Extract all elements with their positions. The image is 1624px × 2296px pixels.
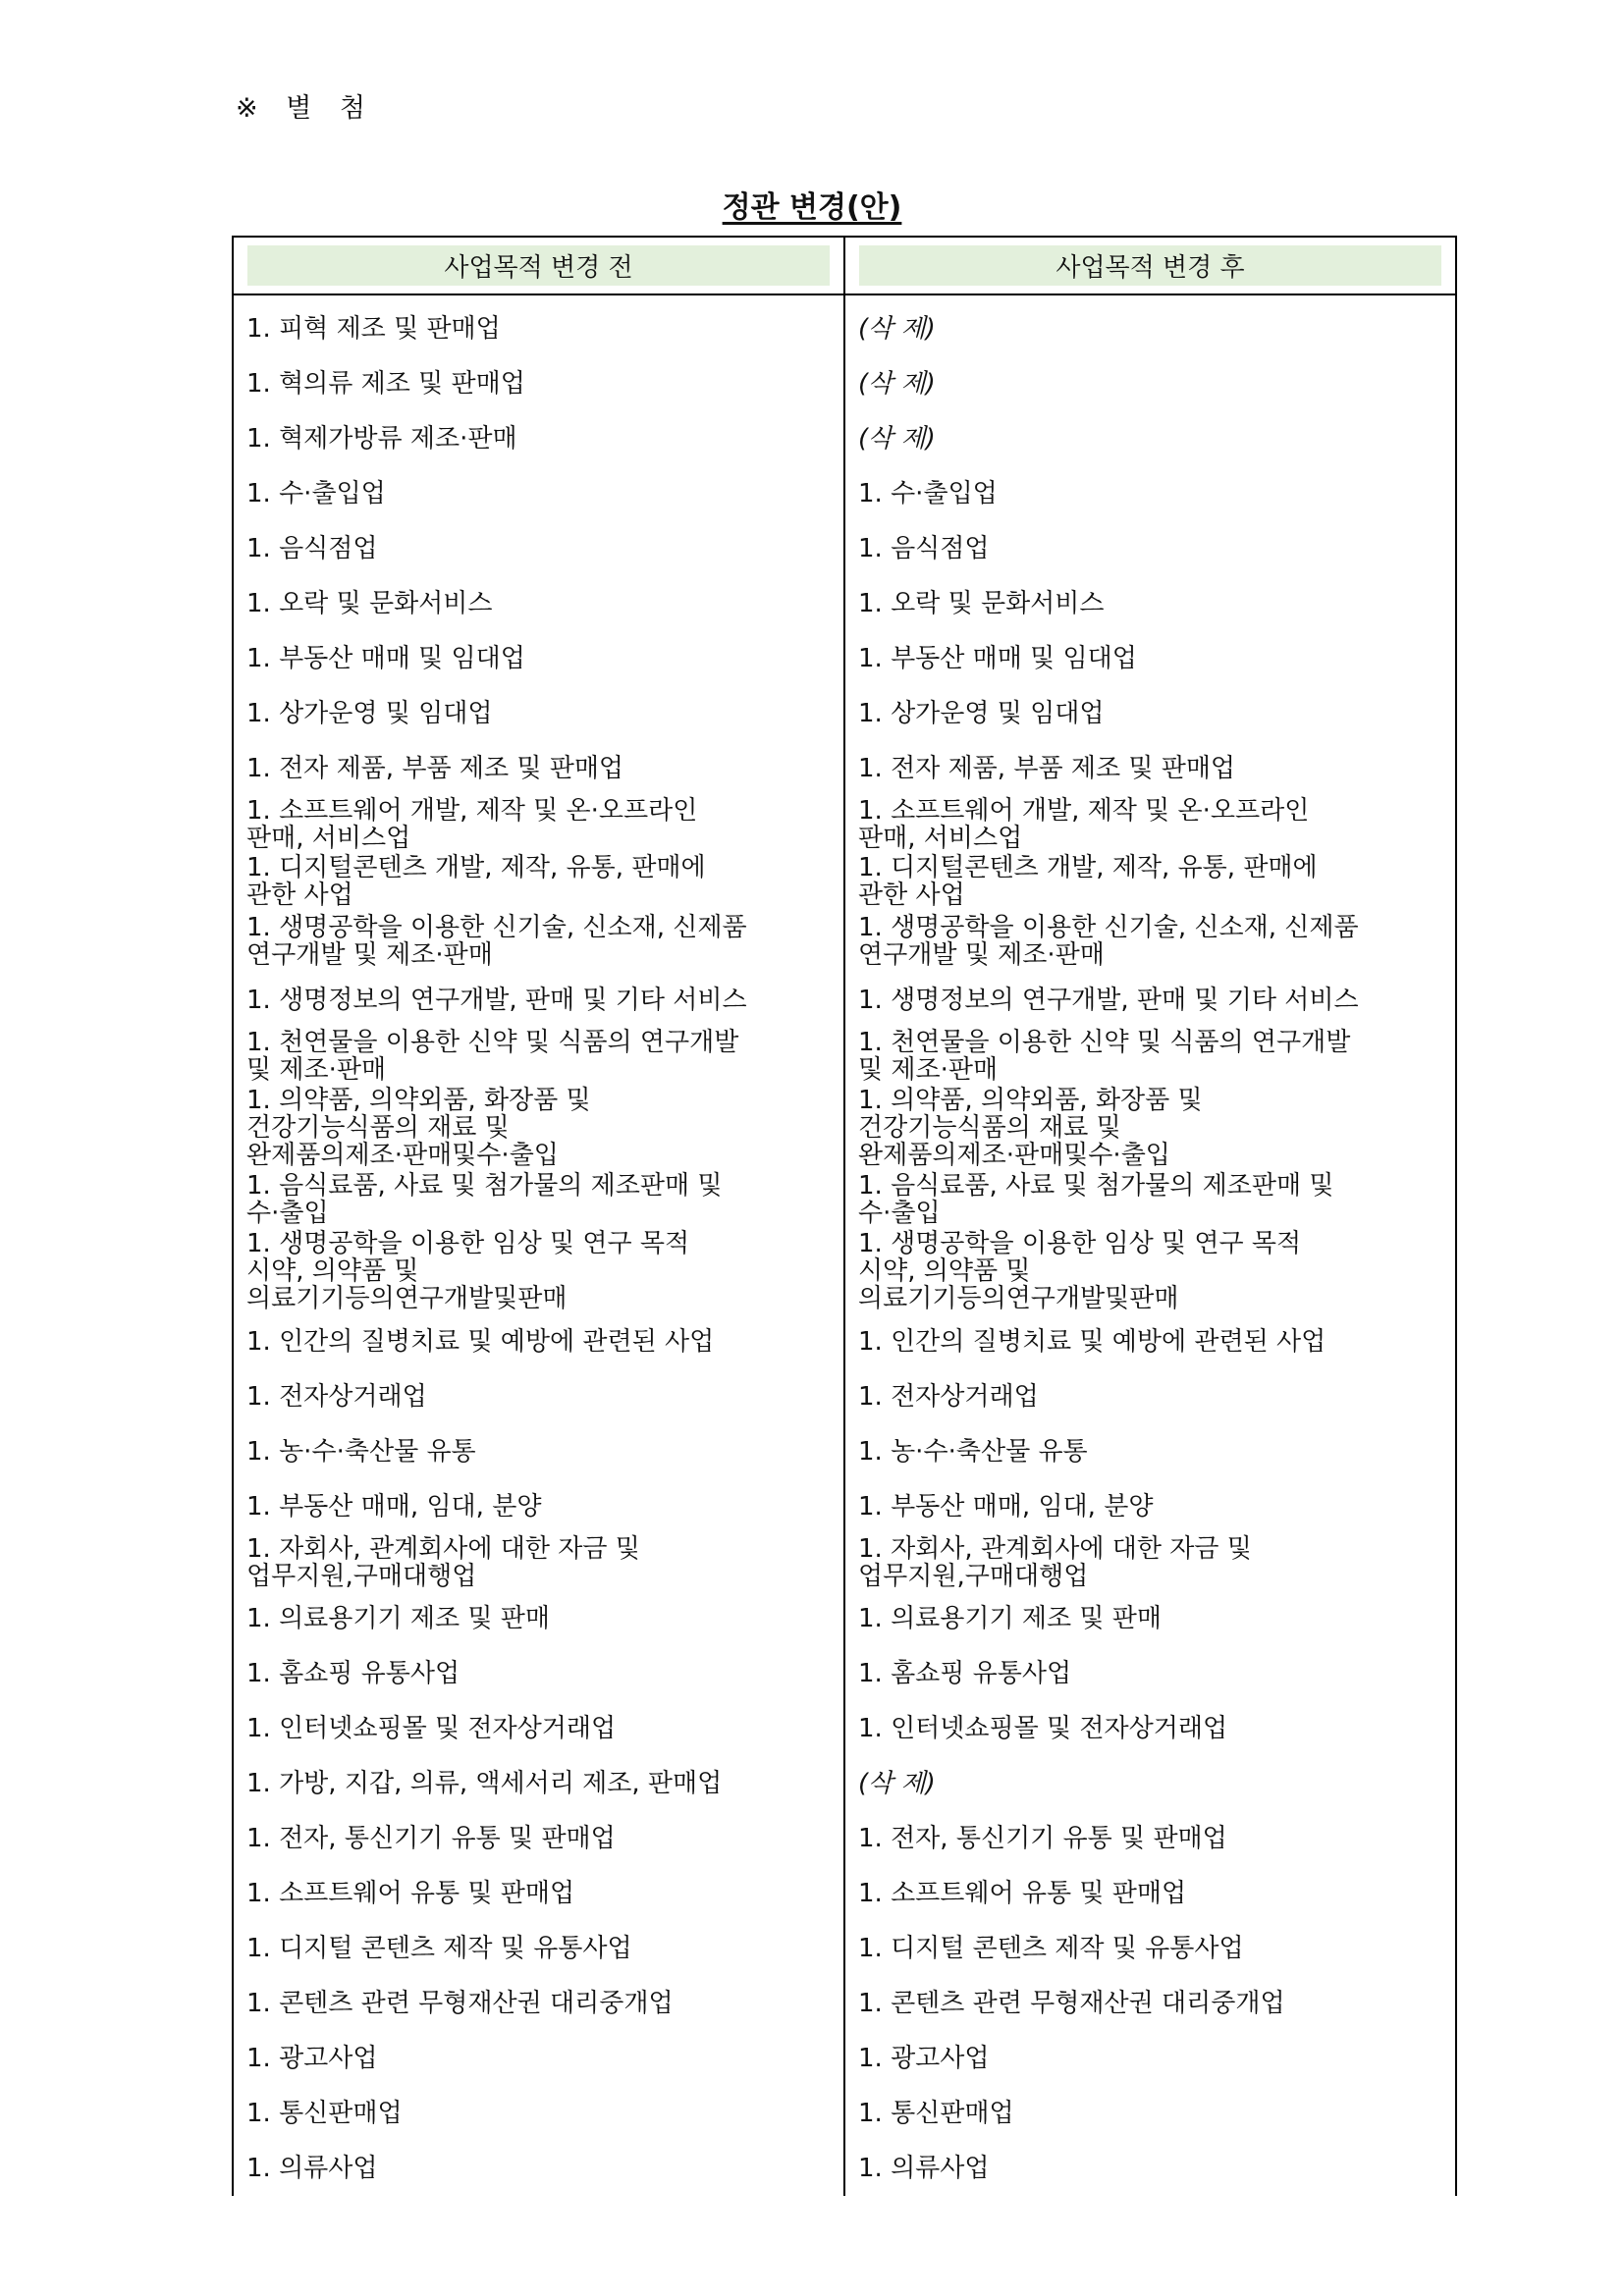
after-cell: 1. 상가운영 및 임대업: [844, 686, 1456, 741]
table-row: [233, 1811, 1456, 1866]
after-cell: 1. 디지털 콘텐츠 제작 및 유통사업: [844, 1921, 1456, 1976]
before-cell: 1. 부동산 매매 및 임대업: [233, 631, 844, 686]
after-cell: 1. 생명정보의 연구개발, 판매 및 기타 서비스: [844, 973, 1456, 1028]
before-cell: 1. 음식점업: [233, 521, 844, 576]
table-row: [233, 2141, 1456, 2196]
after-cell: 1. 인간의 질병치료 및 예방에 관련된 사업: [844, 1314, 1456, 1369]
table-row: [233, 1976, 1456, 2031]
table-row: [233, 1534, 1456, 1591]
table-row: [233, 294, 1456, 356]
before-cell: 1. 혁의류 제조 및 판매업: [233, 356, 844, 411]
table-row: [233, 2031, 1456, 2086]
before-cell: 1. 인터넷쇼핑몰 및 전자상거래업: [233, 1701, 844, 1756]
after-cell: 1. 생명공학을 이용한 신기술, 신소재, 신제품 연구개발 및 제조·판매: [844, 910, 1456, 973]
header-after-cell: [844, 237, 1456, 294]
before-cell: 1. 천연물을 이용한 신약 및 식품의 연구개발 및 제조·판매: [233, 1028, 844, 1085]
before-cell: 1. 가방, 지갑, 의류, 액세서리 제조, 판매업: [233, 1756, 844, 1811]
after-cell: (삭 제): [844, 294, 1456, 356]
before-cell: 1. 생명정보의 연구개발, 판매 및 기타 서비스: [233, 973, 844, 1028]
table-row: [233, 1369, 1456, 1424]
before-cell: 1. 생명공학을 이용한 임상 및 연구 목적 시약, 의약품 및 의료기기등의연구개발및판매: [233, 1228, 844, 1314]
header-after: 사업목적 변경 후: [859, 245, 1441, 286]
before-cell: 1. 소프트웨어 유통 및 판매업: [233, 1866, 844, 1921]
table-body: [233, 294, 1456, 2196]
table-row: [233, 686, 1456, 741]
table-row: [233, 796, 1456, 853]
before-cell: 1. 의료용기기 제조 및 판매: [233, 1591, 844, 1646]
before-cell: 1. 의약품, 의약외품, 화장품 및 건강기능식품의 재료 및 완제품의제조·판매및수·출입: [233, 1085, 844, 1171]
before-cell: 1. 디지털 콘텐츠 제작 및 유통사업: [233, 1921, 844, 1976]
table-row: [233, 1866, 1456, 1921]
before-cell: 1. 소프트웨어 개발, 제작 및 온·오프라인 판매, 서비스업: [233, 796, 844, 853]
table-row: [233, 853, 1456, 910]
before-cell: 1. 전자상거래업: [233, 1369, 844, 1424]
table-row: [233, 1314, 1456, 1369]
attachment-label: ※ 별 첨: [236, 93, 375, 124]
after-cell: 1. 소프트웨어 유통 및 판매업: [844, 1866, 1456, 1921]
table-row: [233, 1228, 1456, 1314]
after-cell: 1. 의약품, 의약외품, 화장품 및 건강기능식품의 재료 및 완제품의제조·판매및수·출입: [844, 1085, 1456, 1171]
document-title: 정관 변경(안): [722, 190, 902, 225]
table-row: [233, 1921, 1456, 1976]
after-cell: 1. 콘텐츠 관련 무형재산권 대리중개업: [844, 1976, 1456, 2031]
after-cell: 1. 음식점업: [844, 521, 1456, 576]
after-cell: 1. 광고사업: [844, 2031, 1456, 2086]
table-row: [233, 1479, 1456, 1534]
before-cell: 1. 수·출입업: [233, 466, 844, 521]
before-cell: 1. 피혁 제조 및 판매업: [233, 294, 844, 356]
before-cell: 1. 생명공학을 이용한 신기술, 신소재, 신제품 연구개발 및 제조·판매: [233, 910, 844, 973]
header-row: [233, 237, 1456, 294]
table-row: [233, 1591, 1456, 1646]
after-cell: 1. 자회사, 관계회사에 대한 자금 및 업무지원,구매대행업: [844, 1534, 1456, 1591]
after-cell: (삭 제): [844, 356, 1456, 411]
after-cell: 1. 오락 및 문화서비스: [844, 576, 1456, 631]
before-cell: 1. 상가운영 및 임대업: [233, 686, 844, 741]
table-row: [233, 1085, 1456, 1171]
table-row: [233, 1028, 1456, 1085]
table-row: [233, 1701, 1456, 1756]
before-cell: 1. 혁제가방류 제조·판매: [233, 411, 844, 466]
after-cell: 1. 부동산 매매, 임대, 분양: [844, 1479, 1456, 1534]
after-cell: (삭 제): [844, 411, 1456, 466]
before-cell: 1. 콘텐츠 관련 무형재산권 대리중개업: [233, 1976, 844, 2031]
before-cell: 1. 음식료품, 사료 및 첨가물의 제조판매 및 수·출입: [233, 1171, 844, 1228]
before-cell: 1. 부동산 매매, 임대, 분양: [233, 1479, 844, 1534]
after-cell: 1. 인터넷쇼핑몰 및 전자상거래업: [844, 1701, 1456, 1756]
after-cell: 1. 농·수·축산물 유통: [844, 1424, 1456, 1479]
table-row: [233, 1424, 1456, 1479]
after-cell: 1. 부동산 매매 및 임대업: [844, 631, 1456, 686]
header-before: 사업목적 변경 전: [247, 245, 830, 286]
after-cell: 1. 전자상거래업: [844, 1369, 1456, 1424]
after-cell: 1. 전자, 통신기기 유통 및 판매업: [844, 1811, 1456, 1866]
table-row: [233, 973, 1456, 1028]
header-before-cell: [233, 237, 844, 294]
table-row: [233, 521, 1456, 576]
after-cell: 1. 의류사업: [844, 2141, 1456, 2196]
before-cell: 1. 통신판매업: [233, 2086, 844, 2141]
after-cell: 1. 소프트웨어 개발, 제작 및 온·오프라인 판매, 서비스업: [844, 796, 1456, 853]
after-cell: (삭 제): [844, 1756, 1456, 1811]
table-row: [233, 631, 1456, 686]
table-row: [233, 1756, 1456, 1811]
before-cell: 1. 농·수·축산물 유통: [233, 1424, 844, 1479]
after-cell: 1. 홈쇼핑 유통사업: [844, 1646, 1456, 1701]
amendment-table: [232, 236, 1457, 2196]
table-row: [233, 1171, 1456, 1228]
table-row: [233, 2086, 1456, 2141]
after-cell: 1. 천연물을 이용한 신약 및 식품의 연구개발 및 제조·판매: [844, 1028, 1456, 1085]
before-cell: 1. 전자 제품, 부품 제조 및 판매업: [233, 741, 844, 796]
after-cell: 1. 전자 제품, 부품 제조 및 판매업: [844, 741, 1456, 796]
before-cell: 1. 인간의 질병치료 및 예방에 관련된 사업: [233, 1314, 844, 1369]
table-row: [233, 910, 1456, 973]
before-cell: 1. 자회사, 관계회사에 대한 자금 및 업무지원,구매대행업: [233, 1534, 844, 1591]
table-row: [233, 741, 1456, 796]
after-cell: 1. 통신판매업: [844, 2086, 1456, 2141]
table-row: [233, 576, 1456, 631]
table-row: [233, 411, 1456, 466]
before-cell: 1. 디지털콘텐츠 개발, 제작, 유통, 판매에 관한 사업: [233, 853, 844, 910]
after-cell: 1. 디지털콘텐츠 개발, 제작, 유통, 판매에 관한 사업: [844, 853, 1456, 910]
after-cell: 1. 의료용기기 제조 및 판매: [844, 1591, 1456, 1646]
table-row: [233, 1646, 1456, 1701]
table-row: [233, 356, 1456, 411]
before-cell: 1. 광고사업: [233, 2031, 844, 2086]
after-cell: 1. 수·출입업: [844, 466, 1456, 521]
before-cell: 1. 오락 및 문화서비스: [233, 576, 844, 631]
before-cell: 1. 전자, 통신기기 유통 및 판매업: [233, 1811, 844, 1866]
before-cell: 1. 의류사업: [233, 2141, 844, 2196]
before-cell: 1. 홈쇼핑 유통사업: [233, 1646, 844, 1701]
table-row: [233, 466, 1456, 521]
after-cell: 1. 음식료품, 사료 및 첨가물의 제조판매 및 수·출입: [844, 1171, 1456, 1228]
after-cell: 1. 생명공학을 이용한 임상 및 연구 목적 시약, 의약품 및 의료기기등의연구개발및판매: [844, 1228, 1456, 1314]
